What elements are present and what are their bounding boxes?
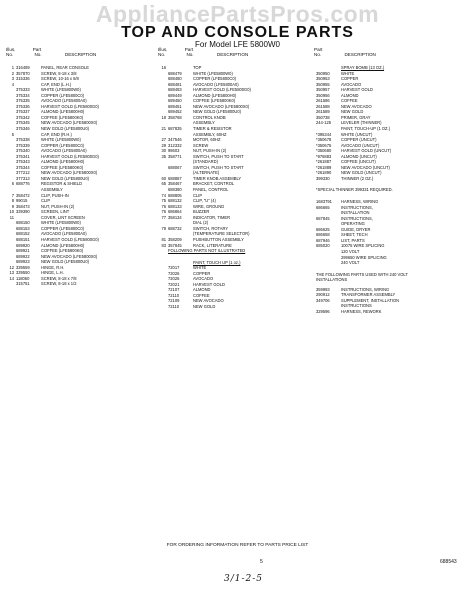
part-number: 689449: [168, 92, 182, 98]
page-subtitle: For Model LFE 5800W0: [195, 40, 280, 49]
part-description: AVOCADO (LFE5800A0): [41, 98, 87, 104]
part-number: 375343: [16, 159, 30, 165]
part-number: 358768: [168, 114, 182, 120]
part-number: 689921: [16, 248, 30, 254]
parts-column-3: [316, 65, 436, 314]
part-description: MOTOR, 60HZ: [193, 137, 221, 143]
part-number: 375341: [16, 153, 30, 159]
part-description: CLIP, "U" (4): [193, 198, 216, 204]
part-number: 350955: [316, 81, 330, 87]
part-number: 350738: [316, 114, 330, 120]
part-description: ASSEMBLY: [193, 120, 215, 126]
part-description: ALMOND (LFE5800H0): [193, 92, 237, 98]
part-description: ALMOND (LFE5800H0): [41, 109, 85, 115]
illus-number: 2: [11, 70, 14, 76]
part-description: COPPER: [193, 270, 211, 276]
part-number: 244-125: [316, 120, 332, 126]
part-description: AVOCADO (LFE5800A0): [41, 148, 87, 154]
illus-number: 27: [161, 137, 166, 143]
part-number: 357870: [16, 70, 30, 76]
part-description: COFFEE (LFE5800K0): [41, 248, 84, 254]
page-title: TOP AND CONSOLE PARTS: [121, 24, 354, 41]
part-number: 375338: [16, 137, 30, 143]
spray-bomb-header: SPRAY BOMB (13 OZ.): [341, 65, 385, 70]
part-description: TOP: [193, 65, 202, 70]
part-number: 1683791: [316, 199, 332, 205]
part-description: 299650 WIRE SPLICING: [341, 254, 387, 260]
part-number: 359993: [316, 286, 330, 292]
part-number: 688153: [16, 225, 30, 231]
part-description: COPPER (LFE5800C0): [41, 225, 85, 231]
part-number: 688380: [168, 187, 182, 193]
part-description: NEW AVOCADO (LFE5800X0): [41, 120, 98, 126]
part-description: OPERATING: [341, 221, 365, 227]
part-description: SCREW, 8-18 x 7/8: [41, 275, 77, 281]
part-number: 686658: [316, 232, 330, 238]
part-description: NEW AVOCADO (LFE5800X0): [193, 103, 250, 109]
illus-number: 6: [11, 181, 14, 187]
part-description: SUPPLEMENT, INSTALLATION: [341, 297, 400, 303]
part-description: WHITE (UNCUT): [341, 131, 373, 137]
illus-number: 16: [161, 65, 166, 70]
illus-number: 76: [161, 209, 166, 215]
parts-column-1: [6, 65, 99, 287]
part-number: 689452: [168, 109, 182, 115]
part-description: CAP, END (R.H.): [41, 131, 72, 137]
part-number: 347546: [168, 137, 182, 143]
col1-header-illus: Illus. Part No. No. DESCRIPTION: [6, 47, 97, 57]
part-description: ALMOND (LFE5800H0): [41, 242, 85, 248]
part-number: 358473: [16, 203, 30, 209]
part-number: 339390: [16, 209, 30, 215]
part-description: WHITE (LFE5800W0): [41, 137, 81, 143]
parts-row: [316, 309, 436, 315]
part-number: 72021: [168, 281, 180, 287]
part-description: ASSEMBLY, 60HZ: [193, 131, 227, 137]
part-description: LEVELER (THINNER): [341, 120, 382, 126]
part-description: HARNESS, WIRING: [341, 199, 379, 205]
part-description: HINGE, R.H.: [41, 264, 65, 270]
part-description: COFFEE (LFE5800K0): [41, 164, 84, 170]
illus-number: 81: [161, 236, 166, 242]
part-description: (STANDARD): [193, 159, 218, 165]
parts-column-2: [158, 65, 251, 310]
part-number: 689922: [16, 253, 30, 259]
part-number: 375337: [16, 109, 30, 115]
part-number: 72017: [168, 265, 180, 271]
part-number: 261588: [316, 103, 330, 109]
parts-row: [6, 281, 99, 287]
part-number: 350956: [316, 92, 330, 98]
part-number: 339550: [16, 270, 30, 276]
part-description: COFFEE (UNCUT): [341, 159, 376, 165]
illus-number: 35: [161, 153, 166, 159]
illus-number: 4: [11, 81, 14, 87]
part-number: 375342: [16, 114, 30, 120]
part-number: 689923: [16, 259, 30, 265]
illus-number: 8: [11, 198, 14, 204]
illus-number: 60: [161, 175, 166, 181]
part-number: 688150: [16, 220, 30, 226]
part-description: ALMOND (LFE5800H0): [41, 159, 85, 165]
part-number: 357845: [168, 242, 182, 248]
part-number: 688732: [168, 225, 182, 231]
part-number: *350680: [316, 148, 332, 154]
voltage-note: THE FOLLOWING PARTS USED WITH 240 VOLT INSTALLATIONS: [316, 271, 408, 283]
part-number: 685020: [316, 243, 330, 249]
part-description: NUT, PUSH-IN (2): [193, 148, 227, 154]
illus-number: 10: [9, 209, 14, 215]
illus-number: [6, 281, 16, 287]
part-number: 339559: [16, 264, 30, 270]
part-description: SCREW, 10-16 x 5/8: [41, 76, 79, 82]
illus-number: 14: [9, 275, 14, 281]
part-number: 72109: [168, 298, 180, 304]
part-description: PAINT, TOUCH-UP (1 OZ.): [341, 126, 391, 132]
illus-number: 12: [9, 264, 14, 270]
part-description: BUZZER: [193, 209, 210, 215]
part-description: WHITE (LFE5800W0): [41, 87, 81, 93]
part-number: 377313: [16, 175, 30, 181]
part-number: 375345: [16, 120, 30, 126]
part-number: 688133: [168, 203, 182, 209]
part-description: NEW AVOCADO (UNCUT): [341, 164, 390, 170]
part-number: [316, 260, 341, 266]
part-description: COFFEE (LFE5800K0): [41, 114, 84, 120]
part-description: ASSEMBLY: [41, 187, 63, 193]
part-number: *976883: [316, 153, 332, 159]
part-number: 688483: [168, 87, 182, 93]
illus-number: 13: [9, 270, 14, 276]
part-description: COPPER: [341, 76, 359, 82]
part-description: WHITE (LFE5800W0): [193, 70, 233, 76]
illus-number: 11: [9, 214, 14, 220]
part-description: PANEL, CONTROL: [193, 187, 229, 193]
part-description: HINGE, L.H.: [41, 270, 64, 276]
part-description: CLIP, PUSH-IN: [41, 192, 69, 198]
part-description: INSTRUCTIONS, WIRING: [341, 286, 390, 292]
part-description: AVOCADO: [193, 276, 214, 282]
part-number: 72110: [168, 292, 180, 298]
part-number: *350675: [316, 142, 332, 148]
part-number: 72026: [168, 270, 180, 276]
document-code: 688543: [440, 559, 457, 565]
part-number: 99015: [16, 198, 28, 204]
part-number: 688479: [168, 70, 182, 76]
part-description: NEW GOLD (UNCUT): [341, 170, 382, 176]
part-description: AVOCADO (LFE5800A0): [41, 231, 87, 237]
illus-number: 30: [161, 148, 166, 154]
part-description: 120 VOLT: [341, 248, 360, 254]
part-number: 72110: [168, 303, 180, 309]
part-number: 686665: [316, 204, 330, 210]
part-number: 72025: [168, 276, 180, 282]
part-description: SCREW, 8-18 x 1/2: [41, 281, 77, 287]
illus-number: 7: [11, 192, 14, 198]
part-description: NEW GOLD (LFE5800U0): [41, 175, 90, 181]
illus-number: 75: [161, 198, 166, 204]
touchup-header: PAINT, TOUCH UP (1 oz.): [193, 259, 241, 265]
page-number: 5: [260, 559, 263, 565]
parts-row: [168, 304, 251, 310]
part-description: PUSHBUTTON ASSEMBLY: [193, 236, 244, 242]
part-description: ALMOND: [341, 92, 359, 98]
part-description: COFFEE (LFE5800K0): [193, 98, 236, 104]
part-description: INSTRUCTIONS: [341, 303, 372, 309]
part-description: SCREW: [193, 142, 209, 148]
part-description: NEW AVOCADO (LFE5800X0): [41, 170, 98, 176]
watermark: AppliancePartsPros.com: [95, 1, 380, 27]
part-description: TIMER KNOB ASSEMBLY: [193, 175, 242, 181]
part-number: 687835: [168, 126, 182, 132]
part-description: INDICATOR, TIMER: [193, 214, 231, 220]
part-description: CLIP: [41, 198, 51, 204]
part-number: 375333: [16, 87, 30, 93]
part-number: 399330: [316, 175, 330, 181]
part-description: INSTRUCTIONS,: [341, 204, 373, 210]
part-description: WHITE: [341, 70, 355, 76]
part-description: NEW GOLD (LFE5800U0): [41, 126, 90, 132]
part-number: 375334: [16, 92, 30, 98]
col2-header: Illus. Part No. No. DESCRIPTION: [158, 47, 249, 57]
illus-number: 29: [161, 142, 166, 148]
part-number: 358472: [16, 192, 30, 198]
part-description: NEW AVOCADO: [193, 298, 224, 304]
part-description: COPPER (UNCUT): [341, 137, 377, 143]
illus-number: 3: [11, 76, 14, 82]
part-description: HARVEST GOLD (LFE5800G0): [193, 87, 251, 93]
part-description: HARVEST GOLD: [193, 281, 225, 287]
part-description: SCREEN, LINT: [41, 209, 70, 215]
part-description: SWITCH, PUSH TO START: [193, 153, 244, 159]
part-number: 689920: [16, 242, 30, 248]
part-number: 316489: [16, 65, 30, 70]
part-number: 688887: [168, 175, 182, 181]
part-description: CONTROL KNOB: [193, 114, 226, 120]
part-number: 688776: [16, 181, 30, 187]
part-number: 358209: [168, 236, 182, 242]
part-description: COFFEE: [193, 292, 210, 298]
part-description: AVOCADO: [341, 81, 362, 87]
part-description: RACK, LITERATURE: [193, 242, 232, 248]
part-description: NEW GOLD (LFE5800U0): [193, 109, 242, 115]
part-description: HARVEST GOLD (LFE5800G0): [41, 103, 99, 109]
part-number: 688152: [16, 231, 30, 237]
part-number: 358771: [168, 153, 182, 159]
part-number: 688480: [168, 76, 182, 82]
special-thinner-note: *SPECIAL THINNER 399331 REQUIRED.: [316, 187, 393, 193]
part-description: SWITCH, ROTARY: [193, 225, 229, 231]
part-description: HARVEST GOLD (LFE5800G0): [41, 236, 99, 242]
part-number: 118060: [16, 275, 30, 281]
part-description: SCREW, 8-18 x 3/8: [41, 70, 77, 76]
part-number: 375339: [16, 142, 30, 148]
part-description: WIRE, GROUND: [193, 203, 225, 209]
part-description: COFFEE: [341, 98, 358, 104]
part-number: 315336: [16, 76, 30, 82]
part-description: COPPER (LFE5800C0): [41, 92, 85, 98]
part-number: 261589: [316, 109, 330, 115]
part-number: 688805: [168, 192, 182, 198]
part-number: 315751: [16, 281, 30, 287]
part-description: DIAL (2): [193, 220, 209, 226]
part-number: 312332: [168, 142, 182, 148]
part-description: GUIDE, DRYER: [341, 226, 371, 232]
part-number: 687845: [316, 215, 330, 221]
part-number: 688481: [168, 81, 182, 87]
part-description: TIMER & RESISTOR: [193, 126, 232, 132]
part-description: NEW GOLD: [341, 109, 364, 115]
part-number: 686864: [168, 209, 182, 215]
touchup-list: [168, 265, 251, 309]
part-number: 688132: [168, 198, 182, 204]
part-description: REGISTOR & SHIELD: [41, 181, 83, 187]
part-number: 686625: [316, 226, 330, 232]
illus-number: 9: [11, 203, 14, 209]
part-description: AVOCADO (LFE5800A0): [193, 81, 239, 87]
part-number: 350950: [316, 70, 330, 76]
part-number: 72107: [168, 287, 180, 293]
part-description: HARVEST GOLD (LFE5800G0): [41, 153, 99, 159]
illus-number: 18: [161, 114, 166, 120]
not-illustrated-note: FOLLOWING PARTS NOT ILLUSTRATED: [168, 248, 246, 254]
part-description: (TEMPERATURE SELECTOR): [193, 231, 250, 237]
part-description: INSTRUCTIONS,: [341, 215, 373, 221]
part-number: 350957: [316, 87, 330, 93]
part-description: COVER, LINT SCREEN: [41, 214, 85, 220]
part-number: 350953: [316, 76, 330, 82]
part-number: *395344: [316, 131, 332, 137]
part-number: 375346: [16, 126, 30, 132]
part-description: COPPER (LFE5800C0): [41, 142, 85, 148]
part-number: 377212: [16, 170, 30, 176]
part-description: AVOCADO (UNCUT): [341, 142, 380, 148]
part-description: HARVEST GOLD (UNCUT): [341, 148, 392, 154]
illus-number: 77: [161, 214, 166, 220]
part-description: (ALTERNATE): [193, 170, 220, 176]
illus-number: 65: [161, 181, 166, 187]
part-description: NEW GOLD (LFE5800U0): [41, 259, 90, 265]
part-number: 358467: [168, 181, 182, 187]
part-number: 375335: [16, 98, 30, 104]
part-description: LIST, PARTS: [341, 237, 365, 243]
part-description: WHITE (LFE5800W0): [41, 220, 81, 226]
part-number: 358134: [168, 214, 182, 220]
part-description: INSTALLATION: [341, 210, 370, 216]
part-number: *261887: [316, 159, 332, 165]
part-description: TRANSFORMER ASSEMBLY: [341, 292, 396, 298]
part-description: CLIP: [193, 192, 203, 198]
part-description: SWITCH, PUSH TO START: [193, 164, 244, 170]
ordering-info-footer: FOR ORDERING INFORMATION REFER TO PARTS PRICE LIST: [166, 543, 309, 548]
part-description: NEW GOLD: [193, 303, 216, 309]
illus-number: 76: [161, 203, 166, 209]
part-number: 375344: [16, 164, 30, 170]
part-description: NEW AVOCADO: [341, 103, 372, 109]
part-description: CAP, END (L.H.): [41, 81, 72, 87]
part-number: 349706: [316, 297, 330, 303]
illus-number: 1: [11, 65, 14, 70]
part-number: 375336: [16, 103, 30, 109]
part-number: *261889: [316, 164, 332, 170]
part-description: PRIMER, GRAY: [341, 114, 371, 120]
parts-row: [316, 176, 436, 182]
part-description: HARNESS, REWORK: [341, 308, 382, 314]
illus-number: 83: [161, 242, 166, 248]
part-number: 689451: [168, 103, 182, 109]
part-number: *350678: [316, 137, 332, 143]
part-description: HARVEST GOLD: [341, 87, 373, 93]
part-description: BRACKET, CONTROL: [193, 181, 235, 187]
part-number: 687946: [316, 237, 330, 243]
part-number: 375340: [16, 148, 30, 154]
part-number: 329596: [316, 308, 330, 314]
part-number: 689450: [168, 98, 182, 104]
part-number: 688151: [16, 236, 30, 242]
part-number: 290912: [316, 292, 330, 298]
illus-number: 5: [11, 131, 14, 137]
part-description: 240 VOLT: [341, 260, 360, 266]
illus-number: 79: [161, 225, 166, 231]
part-description: NUT, PUSH-IN (2): [41, 203, 75, 209]
part-description: 10075 WIRE SPLICING: [341, 243, 385, 249]
part-description: COPPER (LFE5800C0): [193, 76, 237, 82]
part-number: 98603: [168, 148, 180, 154]
part-description: NEW AVOCADO (LFE5800X0): [41, 253, 98, 259]
part-description: ALMOND (UNCUT): [341, 153, 377, 159]
part-number: *261890: [316, 170, 332, 176]
part-description: WHITE: [193, 265, 207, 271]
part-number: 688067: [168, 164, 182, 170]
handwritten-note: 3/1-2-5: [224, 574, 264, 584]
part-number: 261586: [316, 98, 330, 104]
part-description: PANEL, REAR CONSOLE: [41, 65, 89, 70]
illus-number: 74: [161, 192, 166, 198]
col3-header: Part No. DESCRIPTION: [314, 47, 376, 57]
parts-row: [316, 260, 436, 266]
illus-number: 21: [161, 126, 166, 132]
part-description: ALMOND: [193, 287, 211, 293]
part-description: SHEET, TECH: [341, 232, 368, 238]
part-description: THINNER (2 OZ.): [341, 175, 374, 181]
